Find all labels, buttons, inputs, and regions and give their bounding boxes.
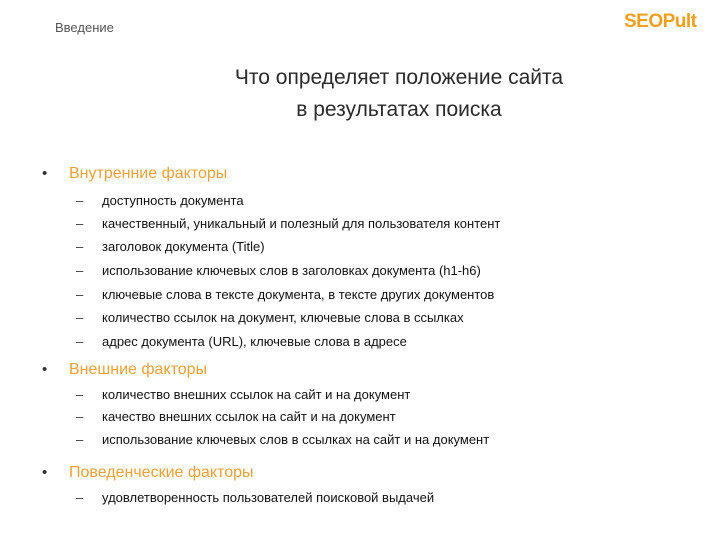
dash-icon: – (76, 432, 84, 447)
dash-icon: – (76, 490, 84, 505)
slide-title (0, 62, 720, 126)
list-item (0, 310, 720, 332)
list-item (0, 432, 720, 454)
list-item-text: ключевые слова в тексте документа, в тексте других документов (102, 287, 495, 302)
list-item-text: использование ключевых слов в заголовках документа (h1-h6) (102, 263, 481, 278)
list-item-text: удовлетворенность пользователей поисковой выдачей (102, 490, 435, 505)
dash-icon: – (76, 409, 84, 424)
list-item-text: адрес документа (URL), ключевые слова в адресе (102, 334, 407, 349)
list-item-text: использование ключевых слов в ссылках на сайт и на документ (102, 432, 490, 447)
dash-icon: – (76, 334, 84, 349)
group-heading: Внешние факторы (69, 361, 208, 378)
group-heading: Внутренние факторы (69, 165, 228, 182)
dash-icon: – (76, 239, 84, 254)
slide-title-line-2: в результатах поиска (296, 98, 502, 121)
list-item (0, 239, 720, 261)
dash-icon: – (76, 387, 84, 402)
bullet-icon: • (42, 361, 48, 378)
list-item-text: количество внешних ссылок на сайт и на документ (102, 387, 411, 402)
bullet-icon: • (42, 165, 48, 182)
group-heading: Поведенческие факторы (69, 464, 254, 481)
list-item (0, 490, 720, 512)
list-item (0, 287, 720, 309)
bullet-icon: • (42, 464, 48, 481)
list-item (0, 216, 720, 238)
list-item-text: количество ссылок на документ, ключевые слова в ссылках (102, 310, 464, 325)
dash-icon: – (76, 287, 84, 302)
dash-icon: – (76, 310, 84, 325)
list-item-text: качественный, уникальный и полезный для пользователя контент (102, 216, 501, 231)
dash-icon: – (76, 193, 84, 208)
list-item-text: заголовок документа (Title) (102, 239, 265, 254)
slide-title-line-1: Что определяет положение сайта (234, 66, 564, 89)
dash-icon: – (76, 216, 84, 231)
section-label: Введение (55, 20, 114, 35)
list-item (0, 387, 720, 409)
list-item (0, 334, 720, 356)
dash-icon: – (76, 263, 84, 278)
list-item-text: качество внешних ссылок на сайт и на документ (102, 409, 396, 424)
logo: SEOPult (624, 11, 697, 32)
list-item (0, 193, 720, 215)
list-item (0, 263, 720, 285)
list-item-text: доступность документа (102, 193, 244, 208)
list-item (0, 409, 720, 431)
